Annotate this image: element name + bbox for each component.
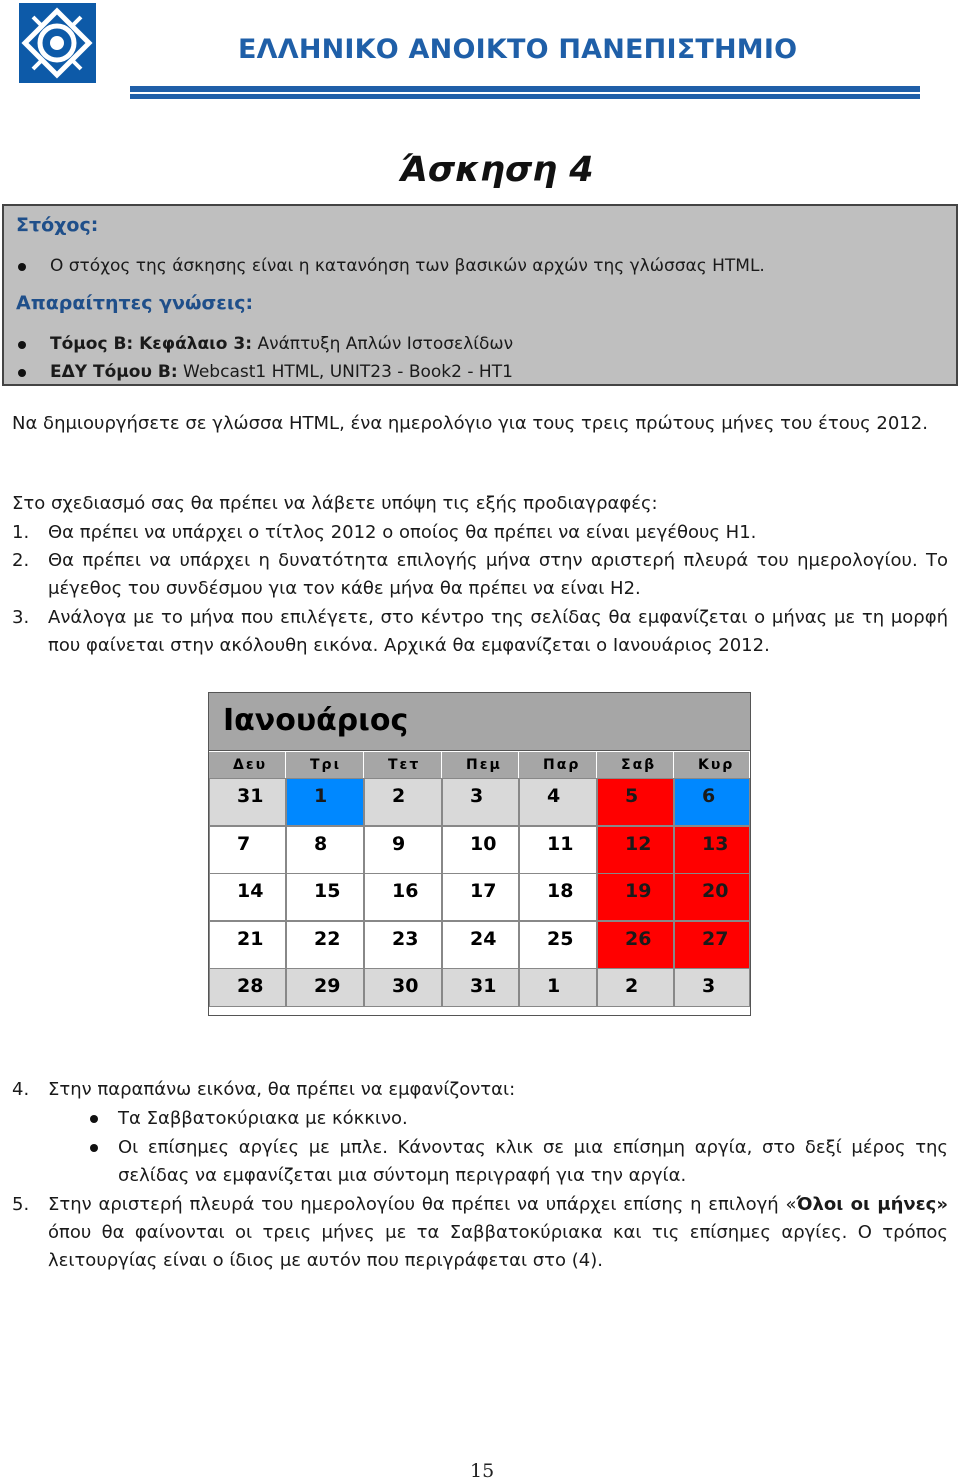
calendar-day-cell: 10: [442, 826, 519, 874]
calendar-day-cell: 3: [674, 968, 750, 1007]
calendar-weekday-header: Τρι: [286, 752, 364, 778]
calendar-weekday-header: Τετ: [364, 752, 442, 778]
spec-number: 2.: [12, 550, 30, 571]
calendar-day-cell: 6: [674, 778, 750, 826]
calendar-day-cell: 15: [286, 873, 364, 921]
bullet-icon: [18, 369, 26, 377]
calendar-day-cell: 23: [364, 921, 442, 969]
page-number: 15: [470, 1460, 495, 1481]
calendar-day-cell: 9: [364, 826, 442, 874]
header-rule: [130, 94, 920, 99]
spec-text: Θα πρέπει να υπάρχει η δυνατότητα επιλογής μήνα στην αριστερή πλευρά του ημερολογίου. Το μέγεθος του συνδέσμου για τον κάθε μήνα θα πρέπει να είναι H2.: [48, 550, 948, 599]
calendar-weekday-header: Σαβ: [597, 752, 674, 778]
calendar-title-bar: [209, 693, 750, 751]
calendar-day-cell: 18: [519, 873, 597, 921]
calendar-weekday-header: Κυρ: [674, 752, 750, 778]
calendar-day-cell: 7: [209, 826, 286, 874]
spec-text-pre: Στην αριστερή πλευρά του ημερολογίου θα πρέπει να υπάρχει επίσης η επιλογή «: [48, 1194, 797, 1215]
sub-bullet-text: Οι επίσημες αργίες με μπλε. Κάνοντας κλικ σε μια επίσημη αργία, στο δεξί μέρος της σελίδας να εμφανίζεται μια σύντομη περιγραφή για την αργία.: [118, 1137, 948, 1186]
calendar-day-cell: 14: [209, 873, 286, 921]
spec-number: 5.: [12, 1194, 30, 1215]
calendar-day-cell: 20: [674, 873, 750, 921]
spec-text-bold: Όλοι οι μήνες»: [796, 1194, 948, 1215]
calendar-day-cell: 21: [209, 921, 286, 969]
objective-box: [2, 204, 958, 386]
exercise-title: Άσκηση 4: [400, 150, 594, 190]
university-logo-icon: [19, 3, 96, 83]
spec-number: 3.: [12, 607, 30, 628]
calendar-weekday-header: Παρ: [519, 752, 597, 778]
calendar-day-cell: 26: [597, 921, 674, 969]
calendar-day-cell: 3: [442, 778, 519, 826]
spec-number: 1.: [12, 522, 30, 543]
calendar-day-cell: 30: [364, 968, 442, 1007]
bullet-icon: [18, 263, 26, 271]
specs-intro: Στο σχεδιασμό σας θα πρέπει να λάβετε υπόψη τις εξής προδιαγραφές:: [12, 493, 658, 514]
calendar-day-cell: 2: [364, 778, 442, 826]
bullet-icon: [18, 341, 26, 349]
calendar-figure: [208, 692, 751, 1016]
spec-number: 4.: [12, 1079, 30, 1100]
calendar-day-cell: 1: [286, 778, 364, 826]
calendar-day-cell: 4: [519, 778, 597, 826]
calendar-day-cell: 17: [442, 873, 519, 921]
calendar-month-title: Ιανουάριος: [223, 703, 409, 738]
calendar-day-cell: 29: [286, 968, 364, 1007]
calendar-day-cell: 22: [286, 921, 364, 969]
calendar-day-cell: 8: [286, 826, 364, 874]
calendar-day-cell: 25: [519, 921, 597, 969]
spec-text: Θα πρέπει να υπάρχει ο τίτλος 2012 ο οποίος θα πρέπει να είναι μεγέθους H1.: [48, 522, 757, 543]
prereq-text: Ανάπτυξη Απλών Ιστοσελίδων: [252, 334, 514, 354]
calendar-day-cell: 24: [442, 921, 519, 969]
spec-text: [48, 1191, 948, 1275]
spec-text-post: όπου θα φαίνονται οι τρεις μήνες με τα Σαββατοκύριακα και τις επίσημες αργίες. Ο τρόπος λειτουργίας είναι ο ίδιος με αυτόν που περιγράφεται στο (4).: [48, 1222, 948, 1271]
calendar-day-cell: 2: [597, 968, 674, 1007]
calendar-weekday-header: Πεμ: [442, 752, 519, 778]
calendar-day-cell: 31: [209, 778, 286, 826]
calendar-day-cell: 1: [519, 968, 597, 1007]
sub-bullet-text: Τα Σαββατοκύριακα με κόκκινο.: [118, 1108, 408, 1129]
goal-heading: Στόχος:: [16, 214, 99, 236]
bullet-icon: [90, 1115, 98, 1123]
calendar-weekday-header: Δευ: [209, 752, 286, 778]
bullet-icon: [90, 1144, 98, 1152]
prereq-text: Webcast1 HTML, UNIT23 - Book2 - HT1: [177, 362, 513, 382]
spec-text: Ανάλογα με το μήνα που επιλέγετε, στο κέντρο της σελίδας θα εμφανίζεται ο μήνας με τη μορφή που φαίνεται στην ακόλουθη εικόνα. Αρχικά θα εμφανίζεται ο Ιανουάριος 2012.: [48, 607, 948, 656]
calendar-day-cell: 11: [519, 826, 597, 874]
university-name: ΕΛΛΗΝΙΚΟ ΑΝΟΙΚΤΟ ΠΑΝΕΠΙΣΤΗΜΙΟ: [238, 34, 798, 65]
calendar-day-cell: 16: [364, 873, 442, 921]
prereq-label: ΕΔΥ Τόμου Β:: [50, 362, 178, 382]
calendar-day-cell: 13: [674, 826, 750, 874]
prereq-label: Τόμος Β: Κεφάλαιο 3:: [50, 334, 253, 354]
spec-text: Στην παραπάνω εικόνα, θα πρέπει να εμφανίζονται:: [48, 1079, 516, 1100]
prereq-heading: Απαραίτητες γνώσεις:: [16, 292, 254, 314]
header-rule: [130, 86, 920, 92]
intro-paragraph: Να δημιουργήσετε σε γλώσσα HTML, ένα ημερολόγιο για τους τρεις πρώτους μήνες του έτους 2012.: [12, 413, 928, 434]
calendar-day-cell: 31: [442, 968, 519, 1007]
calendar-day-cell: 27: [674, 921, 750, 969]
page-header: [0, 0, 960, 110]
calendar-day-cell: 12: [597, 826, 674, 874]
calendar-day-cell: 28: [209, 968, 286, 1007]
calendar-day-cell: 19: [597, 873, 674, 921]
goal-text: Ο στόχος της άσκησης είναι η κατανόηση των βασικών αρχών της γλώσσας HTML.: [50, 256, 765, 276]
calendar-day-cell: 5: [597, 778, 674, 826]
